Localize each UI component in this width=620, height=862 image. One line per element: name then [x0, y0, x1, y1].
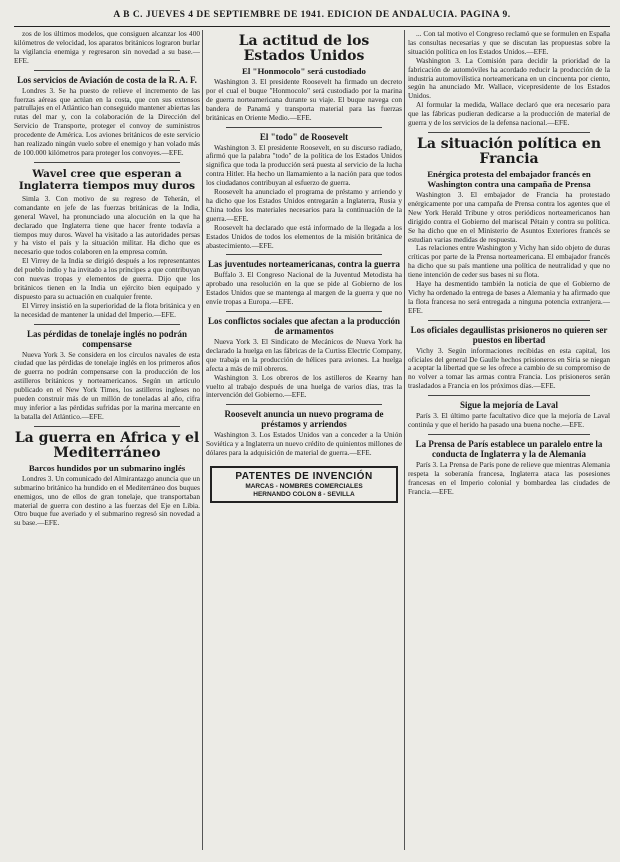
masthead-rule [14, 26, 610, 27]
article-paragraph: El Virrey insistió en la superioridad de la flota británica y en la necesidad de mantener la unidad del Imperio.—EFE. [14, 301, 200, 319]
column-1 [14, 30, 200, 852]
article-paragraph: Haye ha desmentido también la noticia de que el Gobierno de Vichy ha ordenado la entrega de bases a Alemania y ha afirmado que la flota francesa no será entregada a ninguna potencia extranjera.—EFE. [408, 280, 610, 315]
article-paragraph: ... Con tal motivo el Congreso reclamó que se formulen en España las consultas necesarias y que se discutan las propuestas sobre la situación política en los Estados Unidos.—EFE. [408, 30, 610, 56]
article-paragraph: Nueva York 3. El Sindicato de Mecánicos de Nueva York ha declarado la huelga en las fábricas de la Curtiss Electric Company, que trabaja en la producción de hélices para aviones. La huelga afecta a más de mil obreros. [206, 338, 402, 373]
article-headline: Las juventudes norteamericanas, contra la guerra [208, 259, 400, 270]
article-paragraph: Roosevelt ha declarado que está informado de la llegada a los Estados Unidos de todos los elementos de la misión británica de abastecimiento.—EFE. [206, 223, 402, 250]
article-paragraph: El Virrey de la India se dirigió después a los representantes del pueblo indio y ha invitado a los príncipes a que contribuyan con nuevas tropas y elementos de guerra. Dijo que los británicos tienen en la India un ejército bien equipado y dispuesto para su actuación en cualquier frente. [14, 257, 200, 301]
column-rule-2 [404, 30, 405, 850]
article-headline: Wavel cree que esperan a Inglaterra tiempos muy duros [18, 167, 196, 192]
article-paragraph: Vichy 3. Según informaciones recibidas en esta capital, los oficiales del general De Gaulle hechos prisioneros en Siria se niegan a aceptar la libertad que se les ofrece a cambio de su compromiso de no volver a tomar las armas contra Francia. Los prisioneros serán trasladados a Francia en los próximos días.—EFE. [408, 346, 610, 391]
article-paragraph: Londres 3. Un comunicado del Almirantazgo anuncia que un submarino británico ha hundido en el Mediterráneo dos buques enemigos, uno de ellos de gran tonelaje, que transportaban material de guerra con destino a las fuerzas del Eje en Libia. Otro buque fue averiado y el submarino regresó sin novedad a su base.—EFE. [14, 474, 200, 528]
article-paragraph: París 3. El último parte facultativo dice que la mejoría de Laval continúa y que el herido ha pasado una buena noche.—EFE. [408, 412, 610, 430]
article-headline: Roosevelt anuncia un nuevo programa de préstamos y arriendos [224, 409, 384, 430]
article-headline: La Prensa de París establece un paralelo entre la conducta de Inglaterra y la de Alemania [415, 439, 603, 459]
article-headline: Los conflictos sociales que afectan a la producción de armamentos [207, 316, 401, 337]
article-separator [226, 254, 382, 255]
article-paragraph: Las relaciones entre Washington y Vichy han sido objeto de duras críticas por parte de la Prensa norteamericana. El embajador francés ha dicho que su país mantiene una política de neutralidad y que no tiene intención de ceder sus bases ni su flota. [408, 244, 610, 280]
article-paragraph: París 3. La Prensa de París pone de relieve que mientras Alemania respeta la soberanía francesa, Inglaterra ataca las posesiones francesas en el Imperio colonial y bombardea las ciudades de Francia.—EFE. [408, 461, 610, 496]
article-separator [428, 434, 590, 435]
article-paragraph: Buffalo 3. El Congreso Nacional de la Juventud Metodista ha aprobado una resolución en la que se pide al Gobierno de los Estados Unidos que se mantenga al margen de la guerra y que no envíe tropas a Europa.—EFE. [206, 271, 402, 307]
article-headline: Los oficiales degaullistas prisioneros no quieren ser puestos en libertad [410, 324, 608, 345]
ad-address: HERNANDO COLON 8 - SEVILLA [253, 491, 355, 499]
article-headline: La situación política en Francia [416, 135, 602, 167]
article-subheadline: Barcos hundidos por un submarino inglés [28, 462, 186, 473]
ad-title: PATENTES DE INVENCIÓN [235, 471, 373, 483]
article-separator [226, 127, 382, 128]
ad-line: MARCAS - NOMBRES COMERCIALES [245, 483, 363, 491]
article-headline: Sigue la mejoría de Laval [460, 400, 558, 411]
article-paragraph: Washington 3. El presidente Roosevelt, en su discurso radiado, afirmó que la palabra "todo" de la política de los Estados Unidos significa que toda la producción será puesta al servicio de la lucha contra Hitler. Ha hecho un llamamiento a la nación para que todos los ciudadanos contribuyan al esfuerzo de guerra. [206, 143, 402, 188]
article-paragraph: zos de los últimos modelos, que consiguen alcanzar los 400 kilómetros de velocidad, los aparatos británicos lograron burlar la vigilancia enemiga y regresaron sin novedad a su base.—EFE. [14, 30, 200, 65]
article-paragraph: Washington 3. El embajador de Francia ha protestado enérgicamente por una campaña de Prensa contra los agentes que el New York Herald Tribune y otros periódicos norteamericanos han dirigido contra el Gobierno del mariscal Pétain y contra su política. Se ha dicho que en el Ministerio de Asuntos Exteriores francés se estudian varias medidas de respuesta. [408, 190, 610, 244]
article-paragraph: Washington 3. Los obreros de los astilleros de Kearny han vuelto al trabajo después de una huelga de varios días, tras la intervención del Gobierno.—EFE. [206, 373, 402, 400]
article-separator [34, 324, 180, 325]
article-headline: Las pérdidas de tonelaje inglés no podrán compensarse [26, 328, 188, 349]
article-separator [428, 132, 590, 133]
article-separator [34, 426, 180, 427]
article-separator [34, 162, 180, 163]
article-headline: La actitud de los Estados Unidos [238, 33, 370, 64]
page-masthead: A B C. JUEVES 4 DE SEPTIEMBRE DE 1941. EDICION DE ANDALUCIA. PAGINA 9. [113, 10, 511, 20]
advertisement-box [210, 466, 398, 503]
column-2 [206, 30, 402, 852]
article-paragraph: Nueva York 3. Se considera en los círculos navales de esta ciudad que las pérdidas de tonelaje inglés en los primeros años de guerra no podrán compensarse con la producción de los astilleros británicos y norteamericanos. Según un artículo publicado en el New York Times, los astilleros ingleses no pueden construir más de un millón de toneladas al año, cifra muy inferior a las pérdidas sufridas por la marina mercante en la batalla del Atlántico.—EFE. [14, 350, 200, 421]
article-headline: El "todo" de Roosevelt [259, 131, 349, 142]
article-paragraph: Washington 3. La Comisión para decidir la prioridad de la fabricación de automóviles ha acordado reducir la producción de la industria automovilística norteamericana en un cincuenta por ciento, según ha anunciado Mr. Wallace, vicepresidente de los Estados Unidos. [408, 56, 610, 101]
article-separator [428, 320, 590, 321]
article-paragraph: Londres 3. Se ha puesto de relieve el incremento de las fuerzas aéreas que actúan en la costa, que con sus extensos patrullajes en el Atlántico han conseguido mantener abiertas las rutas del mar y, con la colaboración de la Dirección del Servicio de Transporte, proteger el convoy de suministros procedente de América. Los aviones británicos de este servicio han realizado ningún vuelo sobre el enemigo y han volado más de 100.000 kilómetros para proteger los convoyes.—EFE. [14, 86, 200, 157]
article-separator [226, 311, 382, 312]
article-separator [428, 395, 590, 396]
article-headline: Los servicios de Aviación de costa de la R. A. F. [17, 74, 197, 85]
article-paragraph: Al formular la medida, Wallace declaró que era necesario para que las fábricas pudieran dedicarse a la producción de material de guerra y de los servicios de la defensa nacional.—EFE. [408, 101, 610, 128]
article-subheadline: Enérgica protesta del embajador francés en Washington contra una campaña de Prensa [427, 168, 591, 189]
article-paragraph: Simla 3. Con motivo de su regreso de Teherán, el comandante en jefe de las fuerzas británicas de la India, general Wavel, ha pronunciado una alocución en la que ha declarado que Inglaterra tiene que hacer frente todavía a tiempos muy duros. Wavel ha visitado a las autoridades persas y ha visto el país y la situación militar. Ha dicho que es necesario que todos colaboren en la empresa común. [14, 194, 200, 257]
article-paragraph: Roosevelt ha anunciado el programa de préstamo y arriendo y ha dicho que los Estados Unidos entregarán a Inglaterra, Rusia y China todos los materiales necesarios para la continuación de la guerra.—EFE. [206, 188, 402, 223]
column-3 [408, 30, 610, 852]
article-paragraph: Washington 3. Los Estados Unidos van a conceder a la Unión Soviética y a Inglaterra un nuevo crédito de quinientos millones de dólares para la adquisición de material de guerra.—EFE. [206, 431, 402, 458]
article-paragraph: Washington 3. El presidente Roosevelt ha firmado un decreto por el cual el buque "Honmocolo" será custodiado por la marina de guerra norteamericana durante su viaje. El buque navega con bandera de Panamá y transporta material para las fuerzas británicas en Oriente Medio.—EFE. [206, 78, 402, 122]
column-rule-1 [202, 30, 203, 850]
article-separator [34, 70, 180, 71]
article-subheadline: El "Honmocolo" será custodiado [242, 66, 366, 76]
article-headline: La guerra en Africa y el Mediterráneo [14, 429, 200, 461]
article-separator [226, 404, 382, 405]
